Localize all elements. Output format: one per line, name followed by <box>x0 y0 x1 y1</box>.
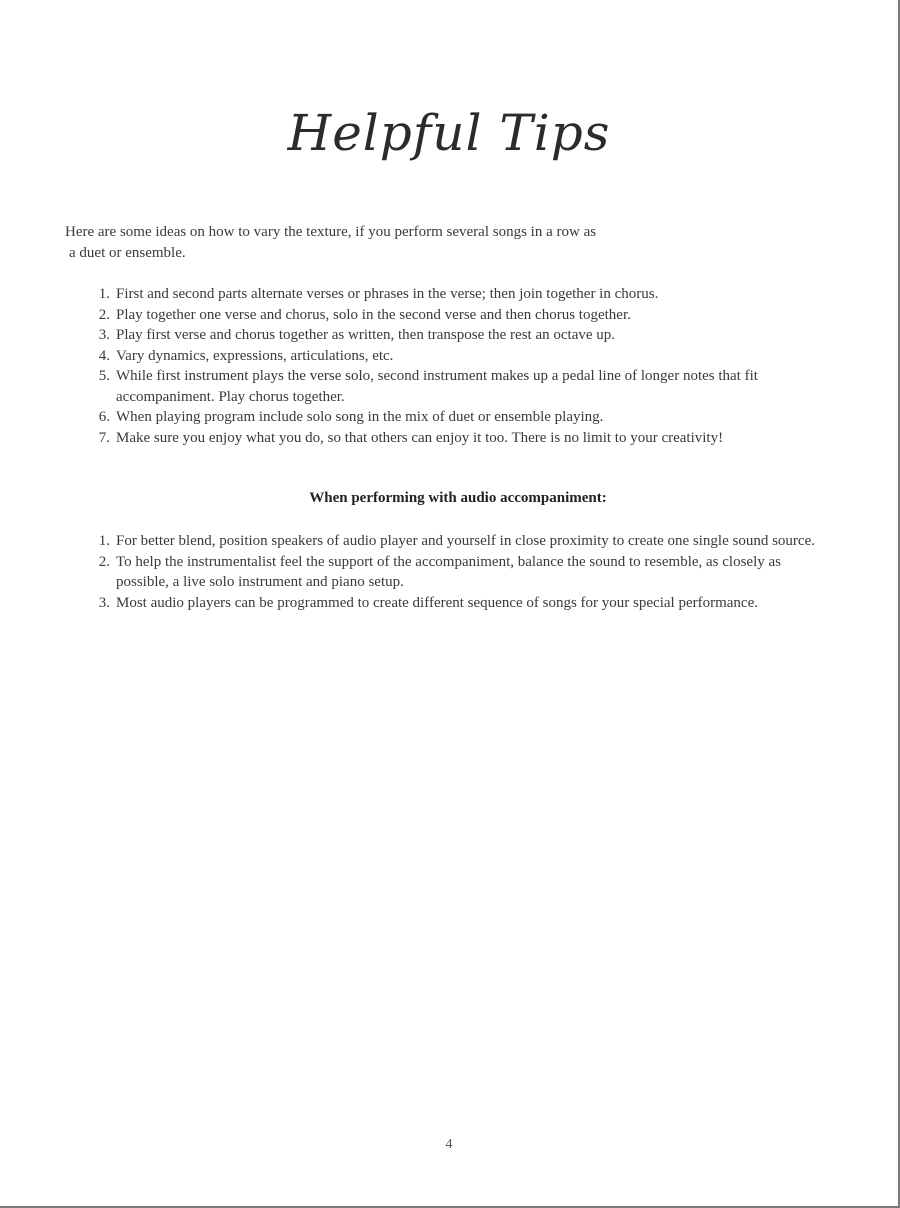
page-number: 4 <box>445 1137 453 1152</box>
list-item <box>98 325 846 346</box>
page-title: Helpful Tips <box>287 104 611 162</box>
list-item <box>98 407 846 428</box>
list-number: 2. <box>98 306 110 323</box>
list-number: 4. <box>98 347 110 364</box>
list-number: 2. <box>98 553 110 570</box>
list-number: 7. <box>98 429 110 446</box>
intro-line-2: a duet or ensemble. <box>69 244 186 261</box>
intro-paragraph <box>65 222 705 263</box>
list-number: 1. <box>98 286 110 302</box>
list-item <box>98 366 846 407</box>
list-item <box>98 552 816 593</box>
list-number: 3. <box>98 327 110 343</box>
list-item <box>98 305 846 326</box>
list-item <box>98 428 846 449</box>
list-number: 3. <box>98 594 110 611</box>
list-text: Most audio players can be programmed to create different sequence of songs for your special performance. <box>116 594 758 611</box>
list-text: While first instrument plays the verse solo, second instrument makes up a pedal line of longer notes that fit accompaniment. Play chorus together. <box>116 368 758 405</box>
list-number: 6. <box>98 409 110 425</box>
list-item <box>98 346 846 367</box>
list-text: Play together one verse and chorus, solo in the second verse and then chorus together. <box>116 306 631 323</box>
list-text: When playing program include solo song in the mix of duet or ensemble playing. <box>116 409 604 425</box>
list-item <box>98 593 816 614</box>
tips-list <box>98 284 846 448</box>
intro-line-1: Here are some ideas on how to vary the texture, if you perform several songs in a row as <box>65 224 597 240</box>
list-text: Play first verse and chorus together as written, then transpose the rest an octave up. <box>116 327 616 343</box>
list-number: 5. <box>98 368 110 384</box>
list-text: To help the instrumentalist feel the support of the accompaniment, balance the sound to resemble, as closely as possible, a live solo instrument and piano setup. <box>116 553 782 590</box>
audio-section-heading: When performing with audio accompaniment: <box>309 490 607 506</box>
list-text: For better blend, position speakers of audio player and yourself in close proximity to create one single sound source. <box>116 533 815 549</box>
audio-tips-list <box>98 531 816 613</box>
list-text: Vary dynamics, expressions, articulations, etc. <box>116 347 394 364</box>
list-item <box>98 531 816 552</box>
list-text: First and second parts alternate verses or phrases in the verse; then join together in chorus. <box>116 286 659 302</box>
list-text: Make sure you enjoy what you do, so that others can enjoy it too. There is no limit to your creativity! <box>116 429 724 446</box>
list-number: 1. <box>98 533 110 549</box>
list-item <box>98 284 846 305</box>
